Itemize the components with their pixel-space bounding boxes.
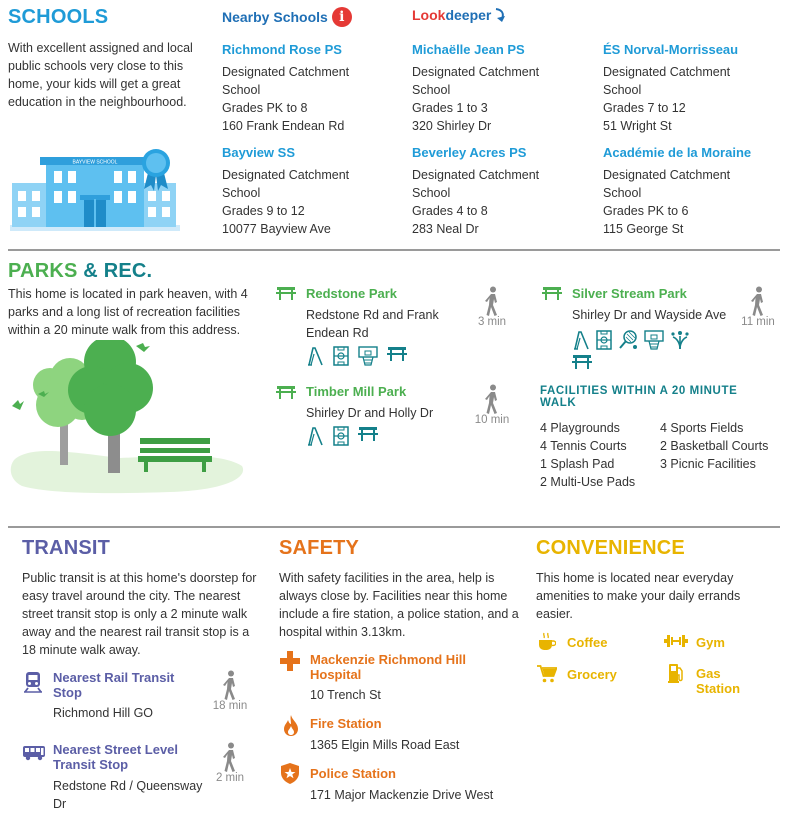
- facility-item: 4 Sports Fields: [660, 421, 744, 435]
- park-address: Redstone Rd and Frank Endean Rd: [306, 308, 439, 340]
- facilities-title: FACILITIES WITHIN A 20 MINUTE WALK: [540, 385, 738, 409]
- gas-station-line-2: Station: [696, 681, 741, 696]
- school-type-2: School: [603, 83, 642, 97]
- hospital-title[interactable]: [310, 652, 466, 682]
- street-address-line-2: Dr: [53, 797, 67, 811]
- school-type: Designated Catchment: [412, 65, 540, 79]
- police-station-title[interactable]: Police Station: [310, 766, 396, 781]
- info-icon[interactable]: i: [332, 7, 352, 27]
- schools-title: SCHOOLS: [8, 6, 109, 28]
- facility-item: 3 Picnic Facilities: [660, 457, 756, 471]
- walk-minutes: 18 min: [212, 700, 248, 712]
- school-address: 10077 Bayview Ave: [222, 222, 331, 236]
- park-address: Shirley Dr and Wayside Ave: [572, 308, 727, 322]
- school-type: Designated Catchment: [603, 168, 731, 182]
- walk-minutes: 11 min: [741, 316, 775, 328]
- coffee-label[interactable]: Coffee: [567, 635, 608, 650]
- hospital-address: 10 Trench St: [310, 688, 381, 702]
- school-address: 115 George St: [603, 222, 684, 236]
- basketball-hoop-icon: [358, 346, 378, 366]
- street-title-line-1: Nearest Street Level: [53, 742, 179, 757]
- school-card[interactable]: [412, 145, 597, 238]
- school-grades: Grades 1 to 3: [412, 101, 488, 115]
- walk-time: [208, 742, 252, 784]
- park-facility-icons-row2: [572, 354, 592, 370]
- school-name: ÉS Norval-Morrisseau: [603, 42, 739, 57]
- school-details: [603, 166, 783, 238]
- walk-minutes: 10 min: [474, 414, 510, 426]
- sports-field-icon: [333, 426, 349, 446]
- street-transit-title[interactable]: [53, 742, 178, 772]
- school-card[interactable]: [412, 42, 597, 135]
- park-address: Shirley Dr and Holly Dr: [306, 406, 434, 420]
- pedestrian-icon: [484, 286, 500, 316]
- facilities-list-left: [540, 419, 635, 491]
- school-type-2: School: [412, 83, 451, 97]
- picnic-table-small-icon: [358, 426, 378, 442]
- park-facility-icons: [572, 330, 690, 350]
- walk-time: [472, 384, 512, 426]
- street-address-line-1: Redstone Rd / Queensway: [53, 779, 203, 793]
- school-grades: Grades 7 to 12: [603, 101, 686, 115]
- park-name[interactable]: Silver Stream Park: [572, 286, 687, 301]
- school-building-illustration: [10, 143, 180, 231]
- transit-description: Public transit is at this home's doorstep for easy travel around the city. The nearest street transit stop is only a 2 minute walk away and the nearest rail transit stop is a 18 minute walk away.: [22, 571, 257, 657]
- sports-field-icon: [596, 330, 612, 350]
- facility-item: 1 Splash Pad: [540, 457, 615, 471]
- pedestrian-icon: [750, 286, 766, 316]
- splash-pad-icon: [670, 330, 690, 350]
- train-icon: [24, 671, 42, 693]
- walk-time: [208, 670, 252, 712]
- school-type: Designated Catchment: [222, 65, 350, 79]
- pedestrian-icon: [222, 742, 238, 772]
- safety-title: SAFETY: [279, 537, 360, 559]
- school-type-2: School: [603, 186, 642, 200]
- school-address: 320 Shirley Dr: [412, 119, 492, 133]
- walk-minutes: 3 min: [477, 316, 507, 328]
- schools-description: With excellent assigned and local public schools very close to this home, your kids will get a great education in the neighbourhood.: [8, 41, 193, 109]
- school-details: [603, 63, 783, 135]
- school-type-2: School: [222, 83, 261, 97]
- police-station-address: 171 Major Mackenzie Drive West: [310, 788, 494, 802]
- school-name: Michaëlle Jean PS: [412, 42, 525, 57]
- safety-description: With safety facilities in the area, help is always close by. Facilities near this home include a fire station, a police station, and a hospital within 3.13km.: [279, 571, 519, 639]
- playground-slide-icon: [306, 426, 324, 446]
- school-type-2: School: [412, 186, 451, 200]
- parks-title: [8, 260, 152, 283]
- basketball-hoop-icon: [644, 330, 664, 350]
- park-facility-icons: [306, 426, 378, 446]
- walk-minutes: 2 min: [215, 772, 245, 784]
- police-badge-icon: [281, 763, 299, 784]
- nearby-schools-header: [222, 7, 352, 27]
- walk-time: [472, 286, 512, 328]
- coffee-cup-icon: [538, 632, 556, 652]
- school-card[interactable]: [603, 42, 783, 135]
- look-deeper-part-1: Look: [412, 7, 446, 23]
- curved-arrow-icon: [494, 7, 508, 23]
- school-name: Richmond Rose PS: [222, 42, 342, 57]
- facility-item: 2 Multi-Use Pads: [540, 475, 636, 489]
- rail-title-line-2: Stop: [53, 685, 82, 700]
- picnic-table-icon: [276, 385, 296, 399]
- fire-icon: [283, 715, 299, 736]
- section-divider: [8, 526, 780, 528]
- nearby-schools-label: Nearby Schools: [222, 9, 328, 25]
- pedestrian-icon: [484, 384, 500, 414]
- look-deeper-part-2: deeper: [445, 7, 492, 23]
- parks-title-main: PARKS: [8, 260, 78, 282]
- fire-station-address: 1365 Elgin Mills Road East: [310, 738, 460, 752]
- school-address: 160 Frank Endean Rd: [222, 119, 345, 133]
- school-type: Designated Catchment: [412, 168, 540, 182]
- grocery-label[interactable]: Grocery: [567, 667, 617, 682]
- school-card[interactable]: [222, 145, 407, 238]
- picnic-table-icon: [276, 286, 296, 300]
- park-name[interactable]: Timber Mill Park: [306, 384, 407, 399]
- school-card[interactable]: [603, 145, 783, 238]
- school-type-2: School: [222, 186, 261, 200]
- school-details: [412, 166, 597, 238]
- walk-time: [738, 286, 778, 328]
- picnic-table-small-icon: [387, 346, 407, 362]
- parks-description: This home is located in park heaven, with 4 parks and a long list of recreation facilities within a 20 minute walk from this address.: [8, 287, 248, 337]
- street-transit-address: [53, 777, 213, 813]
- convenience-description: This home is located near everyday amenities to make your daily errands easier.: [536, 571, 741, 621]
- school-details: [412, 63, 597, 135]
- school-grades: Grades 9 to 12: [222, 204, 305, 218]
- park-facility-icons: [306, 346, 407, 366]
- bus-icon: [22, 745, 46, 761]
- dumbbell-icon: [664, 634, 688, 648]
- park-name[interactable]: Redstone Park: [306, 286, 398, 301]
- tennis-racket-icon: [618, 330, 638, 350]
- gym-label[interactable]: Gym: [696, 635, 725, 650]
- facility-item: 2 Basketball Courts: [660, 439, 769, 453]
- rail-transit-address: Richmond Hill GO: [53, 706, 154, 720]
- school-card[interactable]: [222, 42, 407, 135]
- school-name: Bayview SS: [222, 145, 295, 160]
- school-type: Designated Catchment: [603, 65, 731, 79]
- gas-station-label[interactable]: [696, 666, 740, 696]
- street-title-line-2: Transit Stop: [53, 757, 129, 772]
- park-illustration: [10, 340, 250, 495]
- school-name: Beverley Acres PS: [412, 145, 527, 160]
- hospital-title-line-1: Mackenzie Richmond Hill: [310, 652, 467, 667]
- hospital-title-line-2: Hospital: [310, 667, 362, 682]
- picnic-table-small-icon: [572, 354, 592, 370]
- rail-title-line-1: Nearest Rail Transit: [53, 670, 175, 685]
- facility-item: 4 Tennis Courts: [540, 439, 627, 453]
- rail-transit-title[interactable]: [53, 670, 174, 700]
- section-divider: [8, 249, 780, 251]
- shopping-cart-icon: [537, 665, 557, 683]
- transit-title: TRANSIT: [22, 537, 111, 559]
- playground-slide-icon: [572, 330, 590, 350]
- gas-pump-icon: [668, 663, 684, 683]
- picnic-table-icon: [542, 286, 562, 300]
- school-sign-text: BAYVIEW SCHOOL: [72, 159, 118, 166]
- sports-field-icon: [333, 346, 349, 366]
- gas-station-line-1: Gas: [696, 666, 721, 681]
- school-grades: Grades PK to 8: [222, 101, 308, 115]
- school-grades: Grades PK to 6: [603, 204, 689, 218]
- facilities-list-right: [660, 419, 768, 473]
- playground-slide-icon: [306, 346, 324, 366]
- school-address: 283 Neal Dr: [412, 222, 479, 236]
- parks-title-rec: & REC.: [83, 260, 153, 282]
- school-name: Académie de la Moraine: [603, 145, 752, 160]
- school-details: [222, 166, 407, 238]
- convenience-title: CONVENIENCE: [536, 537, 685, 559]
- hospital-cross-icon: [280, 651, 300, 671]
- school-grades: Grades 4 to 8: [412, 204, 488, 218]
- school-address: 51 Wright St: [603, 119, 672, 133]
- facility-item: 4 Playgrounds: [540, 421, 620, 435]
- fire-station-title[interactable]: Fire Station: [310, 716, 382, 731]
- school-details: [222, 63, 407, 135]
- pedestrian-icon: [222, 670, 238, 700]
- school-type: Designated Catchment: [222, 168, 350, 182]
- look-deeper-link[interactable]: [412, 7, 508, 23]
